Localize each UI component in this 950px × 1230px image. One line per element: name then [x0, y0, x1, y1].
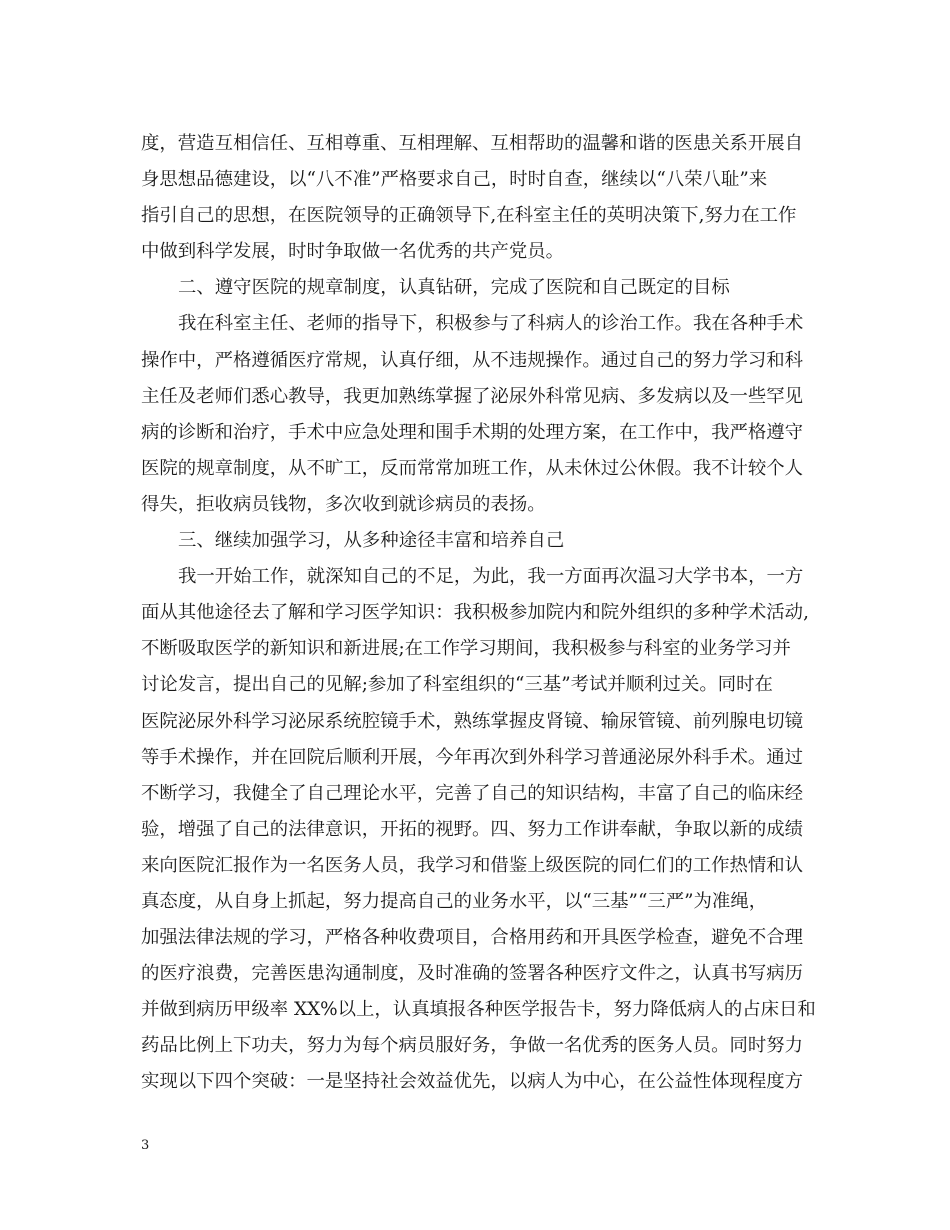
text-line: 验，增强了自己的法律意识，开拓的视野。四、努力工作讲奉献，争取以新的成绩 [141, 818, 804, 840]
text-line: 不断吸取医学的新知识和新进展;在工作学习期间，我积极参与科室的业务学习并 [141, 638, 791, 660]
text-line: 主任及老师们悉心教导，我更加熟练掌握了泌尿外科常见病、多发病以及一些罕见 [141, 385, 804, 407]
text-line: 真态度，从自身上抓起，努力提高自己的业务水平，以“三基”“三严”为准绳， [141, 890, 768, 912]
text-line: 度，营造互相信任、互相尊重、互相理解、互相帮助的温馨和谐的医患关系开展自 [141, 133, 804, 154]
text-line: 药品比例上下功夫，努力为每个病员服好务，争做一名优秀的医务人员。同时努力 [141, 1035, 804, 1057]
text-line: 指引自己的思想，在医院领导的正确领导下,在科室主任的英明决策下,努力在工作 [141, 205, 797, 227]
text-line: 医院的规章制度，从不旷工，反而常常加班工作，从未休过公休假。我不计较个人 [141, 457, 804, 479]
text-line: 面从其他途径去了解和学习医学知识：我积极参加院内和院外组织的多种学术活动, [141, 602, 809, 624]
text-line: 我一开始工作，就深知自己的不足，为此，我一方面再次温习大学书本，一方 [178, 566, 804, 588]
text-line: 身思想品德建设，以“八不准”严格要求自己，时时自查，继续以“八荣八耻”来 [141, 169, 768, 191]
body-text [141, 126, 831, 1101]
text-line: 讨论发言，提出自己的见解;参加了科室组织的“三基”考试并顺利过关。同时在 [141, 674, 773, 696]
text-line: 加强法律法规的学习，严格各种收费项目，合格用药和开具医学检查，避免不合理 [141, 927, 804, 949]
page-number: 3 [141, 1138, 150, 1153]
section-heading: 三、继续加强学习，从多种途径丰富和培养自己 [178, 530, 565, 552]
section-heading: 二、遵守医院的规章制度，认真钻研，完成了医院和自己既定的目标 [178, 277, 730, 299]
text-line: 病的诊断和治疗，手术中应急处理和围手术期的处理方案，在工作中，我严格遵守 [141, 421, 804, 443]
text-line: 的医疗浪费，完善医患沟通制度，及时准确的签署各种医疗文件之，认真书写病历 [141, 963, 804, 985]
text-line: 操作中，严格遵循医疗常规，认真仔细，从不违规操作。通过自己的努力学习和科 [141, 349, 804, 371]
text-line: 得失，拒收病员钱物，多次收到就诊病员的表扬。 [141, 493, 546, 515]
text-line: 并做到病历甲级率 XX%以上，认真填报各种医学报告卡，努力降低病人的占床日和 [141, 999, 816, 1021]
text-line: 实现以下四个突破：一是坚持社会效益优先，以病人为中心，在公益性体现程度方 [141, 1071, 804, 1093]
text-line: 中做到科学发展，时时争取做一名优秀的共产党员。 [141, 241, 564, 263]
text-line: 不断学习，我健全了自己理论水平，完善了自己的知识结构，丰富了自己的临床经 [141, 782, 804, 804]
text-line: 等手术操作，并在回院后顺利开展，今年再次到外科学习普通泌尿外科手术。通过 [141, 746, 804, 768]
text-line: 医院泌尿外科学习泌尿系统腔镜手术，熟练掌握皮肾镜、输尿管镜、前列腺电切镜 [141, 710, 804, 732]
text-line: 来向医院汇报作为一名医务人员，我学习和借鉴上级医院的同仁们的工作热情和认 [141, 854, 804, 876]
text-line: 我在科室主任、老师的指导下，积极参与了科病人的诊治工作。我在各种手术 [178, 313, 804, 335]
